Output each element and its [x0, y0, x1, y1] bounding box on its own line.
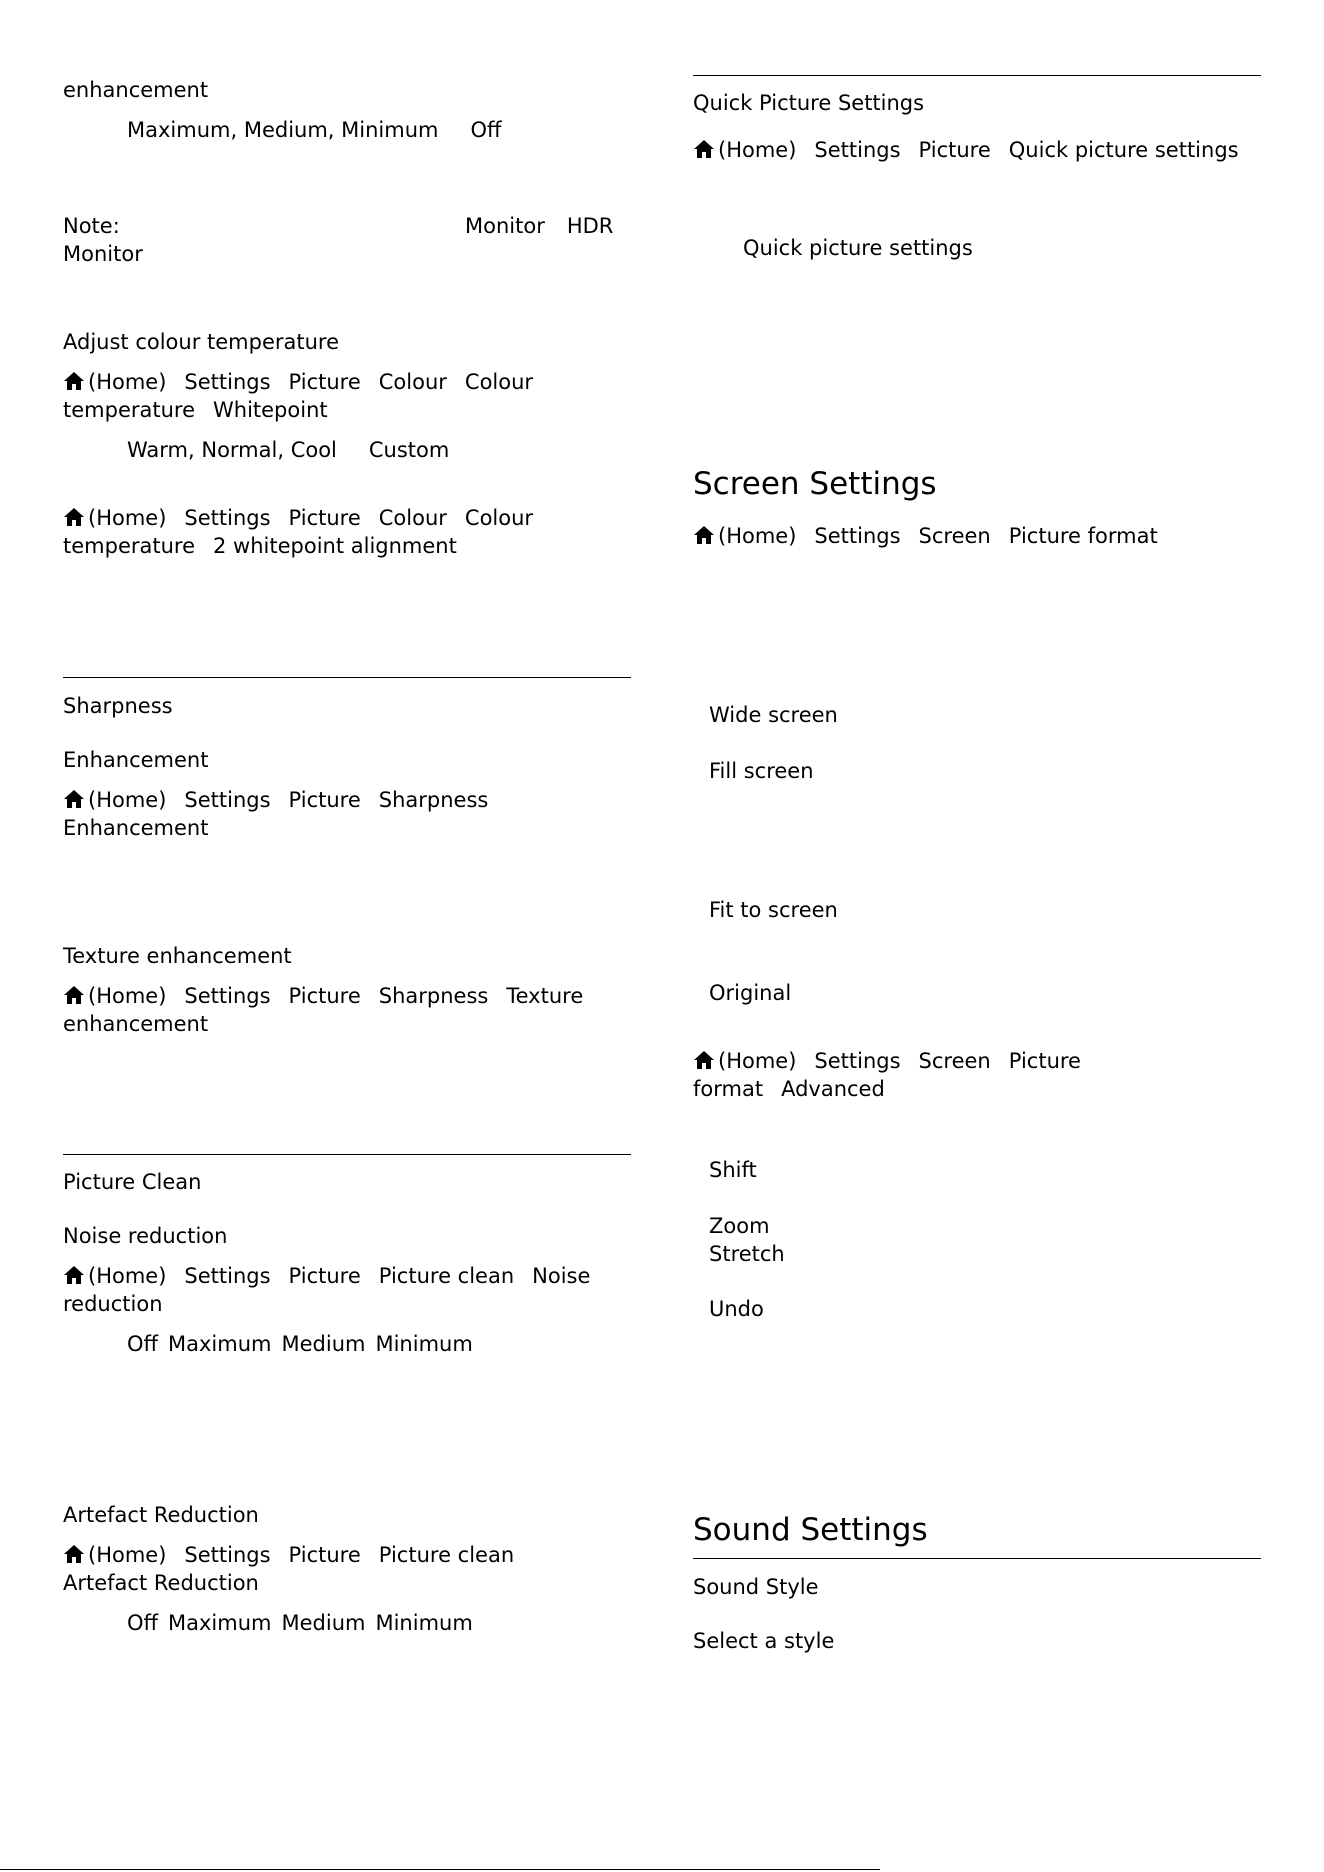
- breadcrumb-noise-item: Noise: [532, 1264, 591, 1288]
- section-divider: [63, 1154, 631, 1155]
- breadcrumb-enhancement: Enhancement: [63, 816, 209, 840]
- breadcrumb-settings: Settings: [184, 1543, 271, 1567]
- option-minimum: Minimum: [375, 1332, 473, 1356]
- breadcrumb-screen-item: Screen: [918, 1049, 991, 1073]
- breadcrumb-home: (Home): [718, 138, 797, 162]
- sound-style-title: Sound Style: [693, 1575, 819, 1599]
- breadcrumb-picture-format: Picture format: [1008, 524, 1158, 548]
- breadcrumb-whitepoint-alignment-line2: [63, 532, 457, 560]
- note-label: Note:: [63, 214, 120, 238]
- home-icon: [63, 789, 85, 809]
- breadcrumb-colour: Colour: [378, 370, 447, 394]
- colour-temperature-options: [127, 436, 449, 464]
- breadcrumb-whitepoint: Whitepoint: [213, 398, 328, 422]
- breadcrumb-quick-picture-settings: Quick picture settings: [1008, 138, 1239, 162]
- breadcrumb-picture: Picture: [288, 1264, 361, 1288]
- breadcrumb-colour: Colour: [378, 506, 447, 530]
- noise-options: [127, 1330, 473, 1358]
- quick-picture-settings-title: Quick Picture Settings: [693, 91, 925, 115]
- breadcrumb-picture: Picture: [288, 788, 361, 812]
- ct-options-text: Warm, Normal, Cool: [127, 438, 337, 462]
- option-maximum: Maximum: [168, 1611, 272, 1635]
- section-divider: [693, 1558, 1261, 1559]
- option-off: Off: [127, 1332, 158, 1356]
- breadcrumb-artefact: [63, 1541, 514, 1569]
- home-icon: [63, 1544, 85, 1564]
- breadcrumb-colour-2: Colour: [464, 370, 534, 394]
- breadcrumb-settings: Settings: [184, 984, 271, 1008]
- note-monitor-2: Monitor: [63, 242, 143, 266]
- breadcrumb-noise: [63, 1262, 590, 1290]
- breadcrumb-picture-clean: Picture clean: [378, 1264, 515, 1288]
- option-medium: Medium: [281, 1332, 366, 1356]
- format-wide-screen: Wide screen: [709, 703, 838, 727]
- home-icon: [693, 1050, 715, 1070]
- breadcrumb-home: (Home): [718, 524, 797, 548]
- enhancement-options: [127, 116, 501, 144]
- breadcrumb-colour-temperature-line2: [63, 396, 328, 424]
- note-monitor: Monitor: [465, 214, 545, 238]
- breadcrumb-picture: Picture: [288, 506, 361, 530]
- breadcrumb-2-whitepoint-alignment: 2 whitepoint alignment: [213, 534, 457, 558]
- breadcrumb-sharpness: [63, 786, 488, 814]
- note-hdr: HDR: [566, 214, 614, 238]
- sound-settings-heading: Sound Settings: [693, 1512, 928, 1548]
- home-icon: [693, 525, 715, 545]
- breadcrumb-home: (Home): [88, 1543, 167, 1567]
- breadcrumb-advanced-line2: [693, 1075, 885, 1103]
- format-fill-screen: Fill screen: [709, 759, 814, 783]
- picture-clean-title: Picture Clean: [63, 1170, 202, 1194]
- breadcrumb-settings: Settings: [184, 788, 271, 812]
- breadcrumb-quick: [693, 136, 1239, 164]
- breadcrumb-settings: Settings: [184, 370, 271, 394]
- option-off: Off: [127, 1611, 158, 1635]
- breadcrumb-screen-item: Screen: [918, 524, 991, 548]
- breadcrumb-picture: Picture: [288, 370, 361, 394]
- breadcrumb-home: (Home): [88, 1264, 167, 1288]
- advanced-shift: Shift: [709, 1158, 757, 1182]
- breadcrumb-settings: Settings: [184, 1264, 271, 1288]
- breadcrumb-colour-2: Colour: [464, 506, 534, 530]
- format-fit-to-screen: Fit to screen: [709, 898, 838, 922]
- breadcrumb-picture: Picture: [918, 138, 991, 162]
- home-icon: [63, 371, 85, 391]
- section-divider: [63, 677, 631, 678]
- breadcrumb-advanced: [693, 1047, 1081, 1075]
- home-icon: [63, 985, 85, 1005]
- option-maximum: Maximum: [168, 1332, 272, 1356]
- breadcrumb-picture: Picture: [1008, 1049, 1081, 1073]
- format-original: Original: [709, 981, 792, 1005]
- enhancement-off: Off: [470, 118, 502, 142]
- breadcrumb-texture-enhancement: enhancement: [63, 1012, 209, 1036]
- breadcrumb-whitepoint-alignment: [63, 504, 533, 532]
- enhancement-title: enhancement: [63, 78, 209, 102]
- breadcrumb-temperature: temperature: [63, 534, 195, 558]
- advanced-undo: Undo: [709, 1297, 764, 1321]
- enhancement-subtitle: Enhancement: [63, 748, 209, 772]
- ct-custom: Custom: [368, 438, 450, 462]
- quick-picture-settings-item: Quick picture settings: [743, 236, 973, 260]
- breadcrumb-home: (Home): [88, 984, 167, 1008]
- enhancement-options-text: Maximum, Medium, Minimum: [127, 118, 439, 142]
- home-icon: [693, 139, 715, 159]
- noise-reduction-title: Noise reduction: [63, 1224, 228, 1248]
- breadcrumb-format: format: [693, 1077, 764, 1101]
- note-monitor-hdr: [465, 212, 613, 240]
- breadcrumb-advanced-item: Advanced: [781, 1077, 885, 1101]
- breadcrumb-picture: Picture: [288, 984, 361, 1008]
- breadcrumb-home: (Home): [88, 370, 167, 394]
- sharpness-title: Sharpness: [63, 694, 173, 718]
- breadcrumb-settings: Settings: [814, 138, 901, 162]
- breadcrumb-sharpness-item: Sharpness: [378, 788, 489, 812]
- home-icon: [63, 1265, 85, 1285]
- breadcrumb-texture: [63, 982, 583, 1010]
- advanced-zoom: Zoom: [709, 1214, 770, 1238]
- breadcrumb-settings: Settings: [814, 524, 901, 548]
- breadcrumb-screen: [693, 522, 1158, 550]
- footer-divider: [0, 1869, 880, 1870]
- option-medium: Medium: [281, 1611, 366, 1635]
- breadcrumb-temperature: temperature: [63, 398, 195, 422]
- option-minimum: Minimum: [375, 1611, 473, 1635]
- artefact-options: [127, 1609, 473, 1637]
- advanced-stretch: Stretch: [709, 1242, 785, 1266]
- breadcrumb-home: (Home): [88, 788, 167, 812]
- home-icon: [63, 507, 85, 527]
- breadcrumb-picture-clean: Picture clean: [378, 1543, 515, 1567]
- adjust-colour-temperature-title: Adjust colour temperature: [63, 330, 340, 354]
- section-divider: [693, 75, 1261, 76]
- texture-enhancement-title: Texture enhancement: [63, 944, 292, 968]
- breadcrumb-texture-item: Texture: [506, 984, 584, 1008]
- breadcrumb-settings: Settings: [814, 1049, 901, 1073]
- breadcrumb-reduction: reduction: [63, 1292, 163, 1316]
- breadcrumb-settings: Settings: [184, 506, 271, 530]
- breadcrumb-artefact-reduction: Artefact Reduction: [63, 1571, 259, 1595]
- artefact-reduction-title: Artefact Reduction: [63, 1503, 259, 1527]
- breadcrumb-picture: Picture: [288, 1543, 361, 1567]
- breadcrumb-home: (Home): [88, 506, 167, 530]
- screen-settings-heading: Screen Settings: [693, 466, 937, 502]
- breadcrumb-colour-temperature: [63, 368, 533, 396]
- breadcrumb-sharpness-item: Sharpness: [378, 984, 489, 1008]
- breadcrumb-home: (Home): [718, 1049, 797, 1073]
- select-a-style: Select a style: [693, 1629, 835, 1653]
